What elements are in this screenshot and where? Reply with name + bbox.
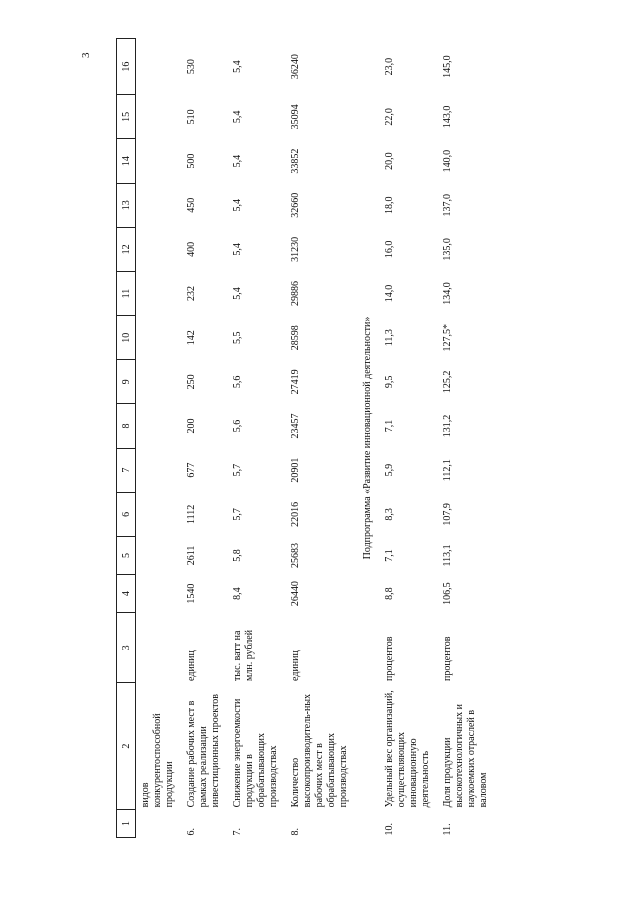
page-number: 3: [80, 52, 92, 58]
value-cell: 145,0: [442, 55, 453, 78]
col-header: 9: [117, 360, 136, 404]
value-cell: 20,0: [384, 152, 395, 170]
value-cell: 7,1: [384, 549, 395, 562]
value-cell: 29886: [290, 281, 301, 307]
row-number: 10.: [384, 823, 395, 836]
value-cell: 5,5: [232, 331, 243, 344]
row-number: 7.: [232, 828, 243, 836]
value-cell: 107,9: [442, 503, 453, 526]
value-cell: 35094: [290, 104, 301, 130]
value-cell: 5,4: [232, 198, 243, 212]
col-header: 16: [117, 39, 136, 95]
value-cell: [136, 227, 183, 271]
row-number: 8.: [290, 828, 301, 836]
value-cell: 134,0: [442, 282, 453, 305]
col-header: 7: [117, 448, 136, 492]
col-header: 10: [117, 316, 136, 360]
table-row: [228, 39, 286, 838]
value-cell: 14,0: [384, 284, 395, 303]
col-header: 4: [117, 575, 136, 613]
value-cell: [136, 404, 183, 448]
subprogram-title: Подпрограмма «Развитие инновационной деятельности»: [362, 316, 373, 560]
indicator-name: видов конкурентоспособной продукции: [140, 713, 175, 808]
value-cell: 32660: [290, 192, 301, 218]
value-cell: 135,0: [442, 238, 453, 261]
value-cell: 23,0: [384, 57, 395, 76]
value-cell: [136, 95, 183, 139]
value-cell: 8,4: [232, 587, 243, 600]
value-cell: 25683: [290, 542, 301, 568]
row-number: 6.: [186, 828, 197, 836]
value-cell: 127,5*: [442, 323, 453, 352]
value-cell: 106,5: [442, 582, 453, 605]
value-cell: 22,0: [384, 108, 395, 126]
table-row: [286, 39, 356, 838]
unit-cell: единиц: [290, 650, 301, 681]
value-cell: 11,3: [384, 329, 395, 347]
indicator-name: Количество высокопроизводитель-ных рабочих мест в обрабатывающих производствах: [290, 693, 349, 808]
col-header: 8: [117, 404, 136, 448]
value-cell: 450: [186, 197, 197, 213]
value-cell: 18,0: [384, 196, 395, 214]
value-cell: 5,4: [232, 243, 243, 256]
unit-cell: процентов: [384, 636, 395, 681]
indicator-name: Доля продукции высокотехнологичных и наукоемких отраслей в валовом: [442, 704, 489, 808]
value-cell: 5,4: [232, 60, 243, 73]
value-cell: 31230: [290, 236, 301, 262]
value-cell: 200: [186, 418, 197, 434]
col-header: 14: [117, 139, 136, 183]
table-row: [380, 39, 438, 838]
value-cell: 8,3: [384, 508, 395, 521]
col-header: 5: [117, 536, 136, 574]
col-header: 15: [117, 95, 136, 139]
value-cell: [136, 575, 183, 613]
col-header: 1: [117, 809, 136, 837]
value-cell: 8,8: [384, 587, 395, 600]
col-header: 12: [117, 227, 136, 271]
value-cell: 1540: [186, 583, 197, 604]
value-cell: 16,0: [384, 240, 395, 259]
table-row: [182, 39, 228, 838]
table-body: [136, 39, 357, 838]
value-cell: 250: [186, 374, 197, 390]
value-cell: 22016: [290, 501, 301, 527]
value-cell: 33852: [290, 148, 301, 174]
value-cell: 26440: [290, 581, 301, 607]
value-cell: 677: [186, 462, 197, 478]
value-cell: [136, 183, 183, 227]
value-cell: [136, 39, 183, 95]
value-cell: 143,0: [442, 105, 453, 129]
value-cell: 5,4: [232, 154, 243, 168]
value-cell: 36240: [290, 54, 301, 80]
value-cell: 400: [186, 241, 197, 257]
value-cell: [136, 360, 183, 404]
table-row: [136, 39, 183, 838]
rotated-table-container: [116, 38, 596, 838]
value-cell: 112,1: [442, 459, 453, 482]
value-cell: [136, 139, 183, 183]
value-cell: [136, 492, 183, 536]
header-row: [117, 39, 136, 838]
unit-cell: тыс. ватт на млн. рублей: [232, 629, 255, 681]
value-cell: 530: [186, 59, 197, 75]
value-cell: 2611: [186, 545, 197, 566]
value-cell: [136, 536, 183, 574]
subprogram-section: [356, 39, 380, 838]
unit-cell: процентов: [442, 636, 453, 681]
value-cell: 232: [186, 286, 197, 302]
value-cell: 113,1: [442, 544, 453, 567]
col-header: 3: [117, 613, 136, 683]
indicator-name: Создание рабочих мест в рамках реализации инвестиционных проектов: [186, 693, 221, 808]
value-cell: 131,2: [442, 414, 453, 438]
indicator-name: Снижение энергоемкости продукции в обрабатывающих производствах: [232, 698, 279, 808]
value-cell: 142: [186, 330, 197, 346]
value-cell: 140,0: [442, 149, 453, 173]
value-cell: 137,0: [442, 193, 453, 217]
value-cell: 5,6: [232, 375, 243, 389]
col-header: 2: [117, 683, 136, 809]
indicator-name: Удельный вес организаций, осуществляющих инновационную деятельность: [384, 690, 431, 808]
value-cell: 500: [186, 153, 197, 169]
value-cell: 5,9: [384, 463, 395, 477]
value-cell: 5,4: [232, 287, 243, 300]
subprogram-row: [356, 39, 380, 838]
value-cell: [136, 448, 183, 492]
row-number: 11.: [442, 823, 453, 836]
value-cell: 27419: [290, 369, 301, 395]
col-header: 13: [117, 183, 136, 227]
value-cell: 1112: [186, 504, 197, 524]
table-row: [438, 39, 496, 838]
indicators-table: [116, 38, 496, 838]
value-cell: [136, 271, 183, 315]
unit-cell: [136, 613, 183, 683]
unit-cell: единиц: [186, 650, 197, 681]
value-cell: 5,8: [232, 549, 243, 562]
value-cell: 28598: [290, 325, 301, 351]
row-number: [136, 809, 183, 837]
value-cell: 5,7: [232, 463, 243, 477]
value-cell: 5,7: [232, 508, 243, 521]
col-header: 11: [117, 271, 136, 315]
value-cell: 510: [186, 109, 197, 125]
value-cell: 9,5: [384, 375, 395, 389]
value-cell: 5,4: [232, 110, 243, 124]
value-cell: 23457: [290, 413, 301, 439]
col-header: 6: [117, 492, 136, 536]
value-cell: 125,2: [442, 370, 453, 394]
value-cell: [136, 316, 183, 360]
value-cell: 20901: [290, 457, 301, 483]
value-cell: 5,6: [232, 419, 243, 433]
table-body-2: [380, 39, 496, 838]
value-cell: 7,1: [384, 419, 395, 433]
